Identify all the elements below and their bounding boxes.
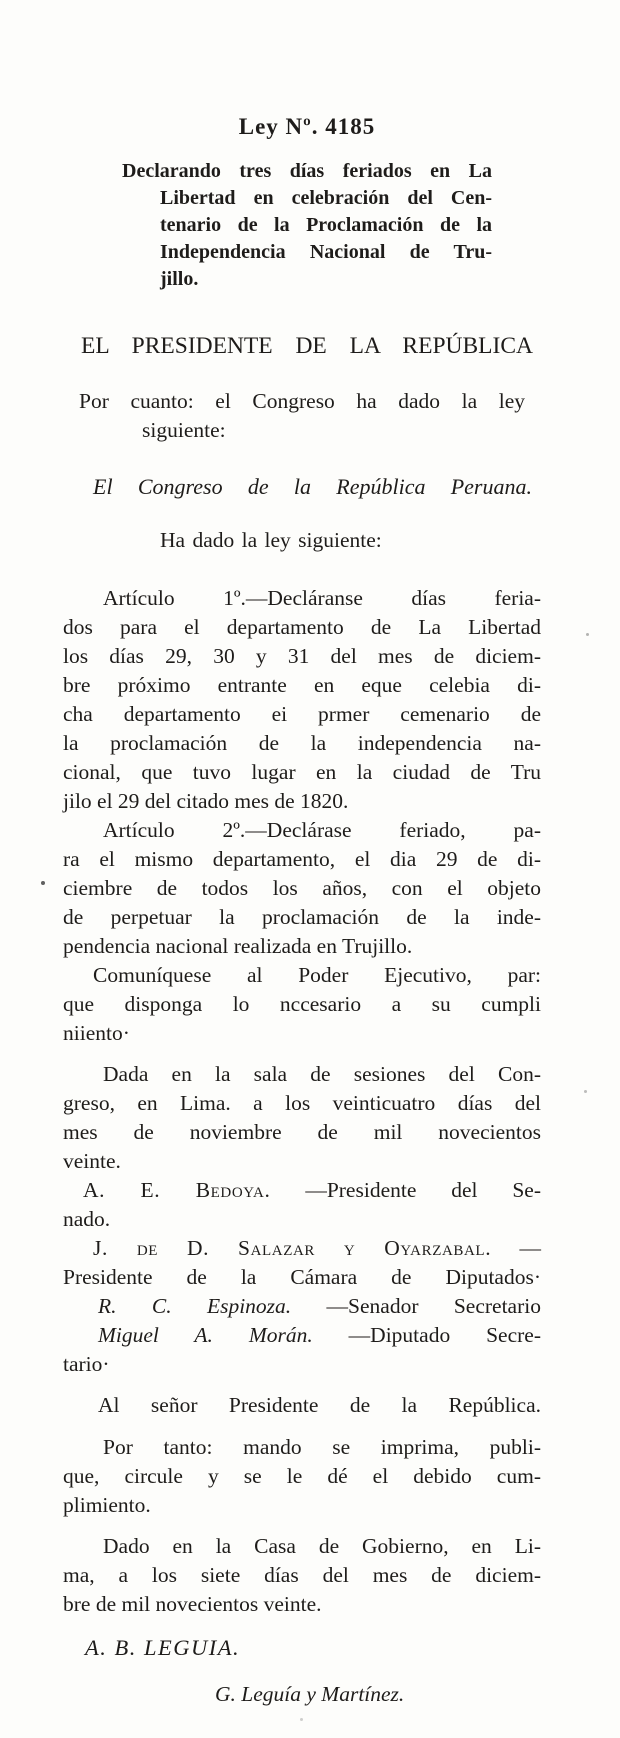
- text-line: Dada en la sala de sesiones del Con-: [103, 1062, 541, 1086]
- text-line: dos para el departamento de La Libertad: [63, 615, 541, 639]
- por-cuanto-paragraph: [79, 387, 525, 445]
- text-line: Al señor Presidente de la República.: [98, 1393, 541, 1417]
- text-line: bre de mil novecientos veinte.: [63, 1592, 322, 1616]
- text-line: mes de noviembre de mil novecientos: [63, 1120, 541, 1144]
- text-line: Declarando tres días feriados en La: [122, 160, 492, 182]
- signature-bedoya: [63, 1176, 541, 1234]
- president-heading: EL PRESIDENTE DE LA REPÚBLICA: [81, 333, 533, 359]
- dado-paragraph: [63, 1532, 541, 1619]
- text-line: niiento·: [63, 1021, 130, 1045]
- text-line: veinte.: [63, 1149, 121, 1173]
- signatory-role: —Diputado Secre-: [348, 1323, 542, 1347]
- text-line: Por tanto: mando se imprima, publi-: [103, 1435, 541, 1459]
- text-line: [63, 1292, 541, 1321]
- signatory-name: Miguel A. Morán.: [98, 1323, 313, 1347]
- signature-moran: [63, 1321, 541, 1379]
- text-line: siguiente:: [142, 418, 226, 442]
- president-signature: A. B. LEGUIA.: [85, 1635, 241, 1660]
- por-tanto-paragraph: [63, 1433, 541, 1520]
- text-line: que, circule y se le dé el debido cum-: [63, 1464, 541, 1488]
- text-line: la proclamación de la independencia na-: [63, 731, 541, 755]
- text-line: Libertad en celebración del Cen-: [160, 187, 492, 209]
- minister-signature: G. Leguía y Martínez.: [215, 1682, 405, 1706]
- text-line: Comuníquese al Poder Ejecutivo, par:: [93, 963, 541, 987]
- scan-speckle: [584, 1090, 587, 1093]
- congress-line: El Congreso de la República Peruana.: [93, 474, 532, 499]
- text-line: cional, que tuvo lugar en la ciudad de Tru: [63, 760, 541, 784]
- text-line: jillo.: [160, 268, 199, 290]
- text-line: que disponga lo nccesario a su cumpli: [63, 992, 541, 1016]
- law-number: Ley Nº. 4185: [238, 114, 376, 139]
- text-line: bre próximo entrante en eque celebia di-: [63, 673, 541, 697]
- ha-dado-line: Ha dado la ley siguiente:: [160, 528, 382, 552]
- text-line: plimiento.: [63, 1493, 151, 1517]
- text-line: jilo el 29 del citado mes de 1820.: [63, 789, 349, 813]
- text-line: de perpetuar la proclamación de la inde-: [63, 905, 541, 929]
- text-line: tenario de la Proclamación de la: [160, 214, 492, 236]
- signatory-role: —Senador Secretario: [326, 1294, 541, 1318]
- article-1-paragraph: [63, 584, 541, 816]
- signature-espinoza: [63, 1292, 541, 1321]
- signatory-role: —Presidente del Se-: [305, 1178, 541, 1202]
- text-line: los días 29, 30 y 31 del mes de diciem-: [63, 644, 541, 668]
- text-line: Artículo 2º.—Declárase feriado, pa-: [103, 818, 541, 842]
- text-line: ra el mismo departamento, el dia 29 de di-: [63, 847, 541, 871]
- text-line: Presidente de la Cámara de Diputados·: [63, 1265, 541, 1289]
- signatory-role: —: [519, 1236, 542, 1260]
- text-line: [63, 1176, 541, 1205]
- text-line: Artículo 1º.—Decláranse días feria-: [103, 586, 541, 610]
- law-title: [122, 158, 492, 293]
- scan-speckle: [300, 1718, 303, 1721]
- text-line: Dado en la Casa de Gobierno, en Li-: [103, 1534, 541, 1558]
- text-line: Independencia Nacional de Tru-: [160, 241, 492, 263]
- signature-salazar: [63, 1234, 541, 1292]
- signatory-name: R. C. Espinoza.: [98, 1294, 292, 1318]
- article-2-paragraph: [63, 816, 541, 961]
- dada-paragraph: [63, 1060, 541, 1176]
- text-line: ciembre de todos los años, con el objeto: [63, 876, 541, 900]
- text-line: Por cuanto: el Congreso ha dado la ley: [79, 389, 525, 413]
- al-senor-line: [63, 1391, 541, 1420]
- text-line: tario·: [63, 1352, 110, 1376]
- scan-speckle: [586, 633, 589, 636]
- text-line: cha departamento ei prmer cemenario de: [63, 702, 541, 726]
- comuniquese-paragraph: [63, 961, 541, 1048]
- text-line: greso, en Lima. a los veinticuatro días del: [63, 1091, 541, 1115]
- signatory-name: A. E. Bedoya.: [83, 1178, 271, 1202]
- text-line: [63, 1321, 541, 1350]
- text-line: [63, 1234, 541, 1263]
- text-line: pendencia nacional realizada en Trujillo.: [63, 934, 413, 958]
- signatory-name: J. de D. Salazar y Oyarzabal.: [93, 1236, 492, 1260]
- text-line: nado.: [63, 1207, 111, 1231]
- scan-speckle: [41, 881, 45, 885]
- text-line: ma, a los siete días del mes de diciem-: [63, 1563, 541, 1587]
